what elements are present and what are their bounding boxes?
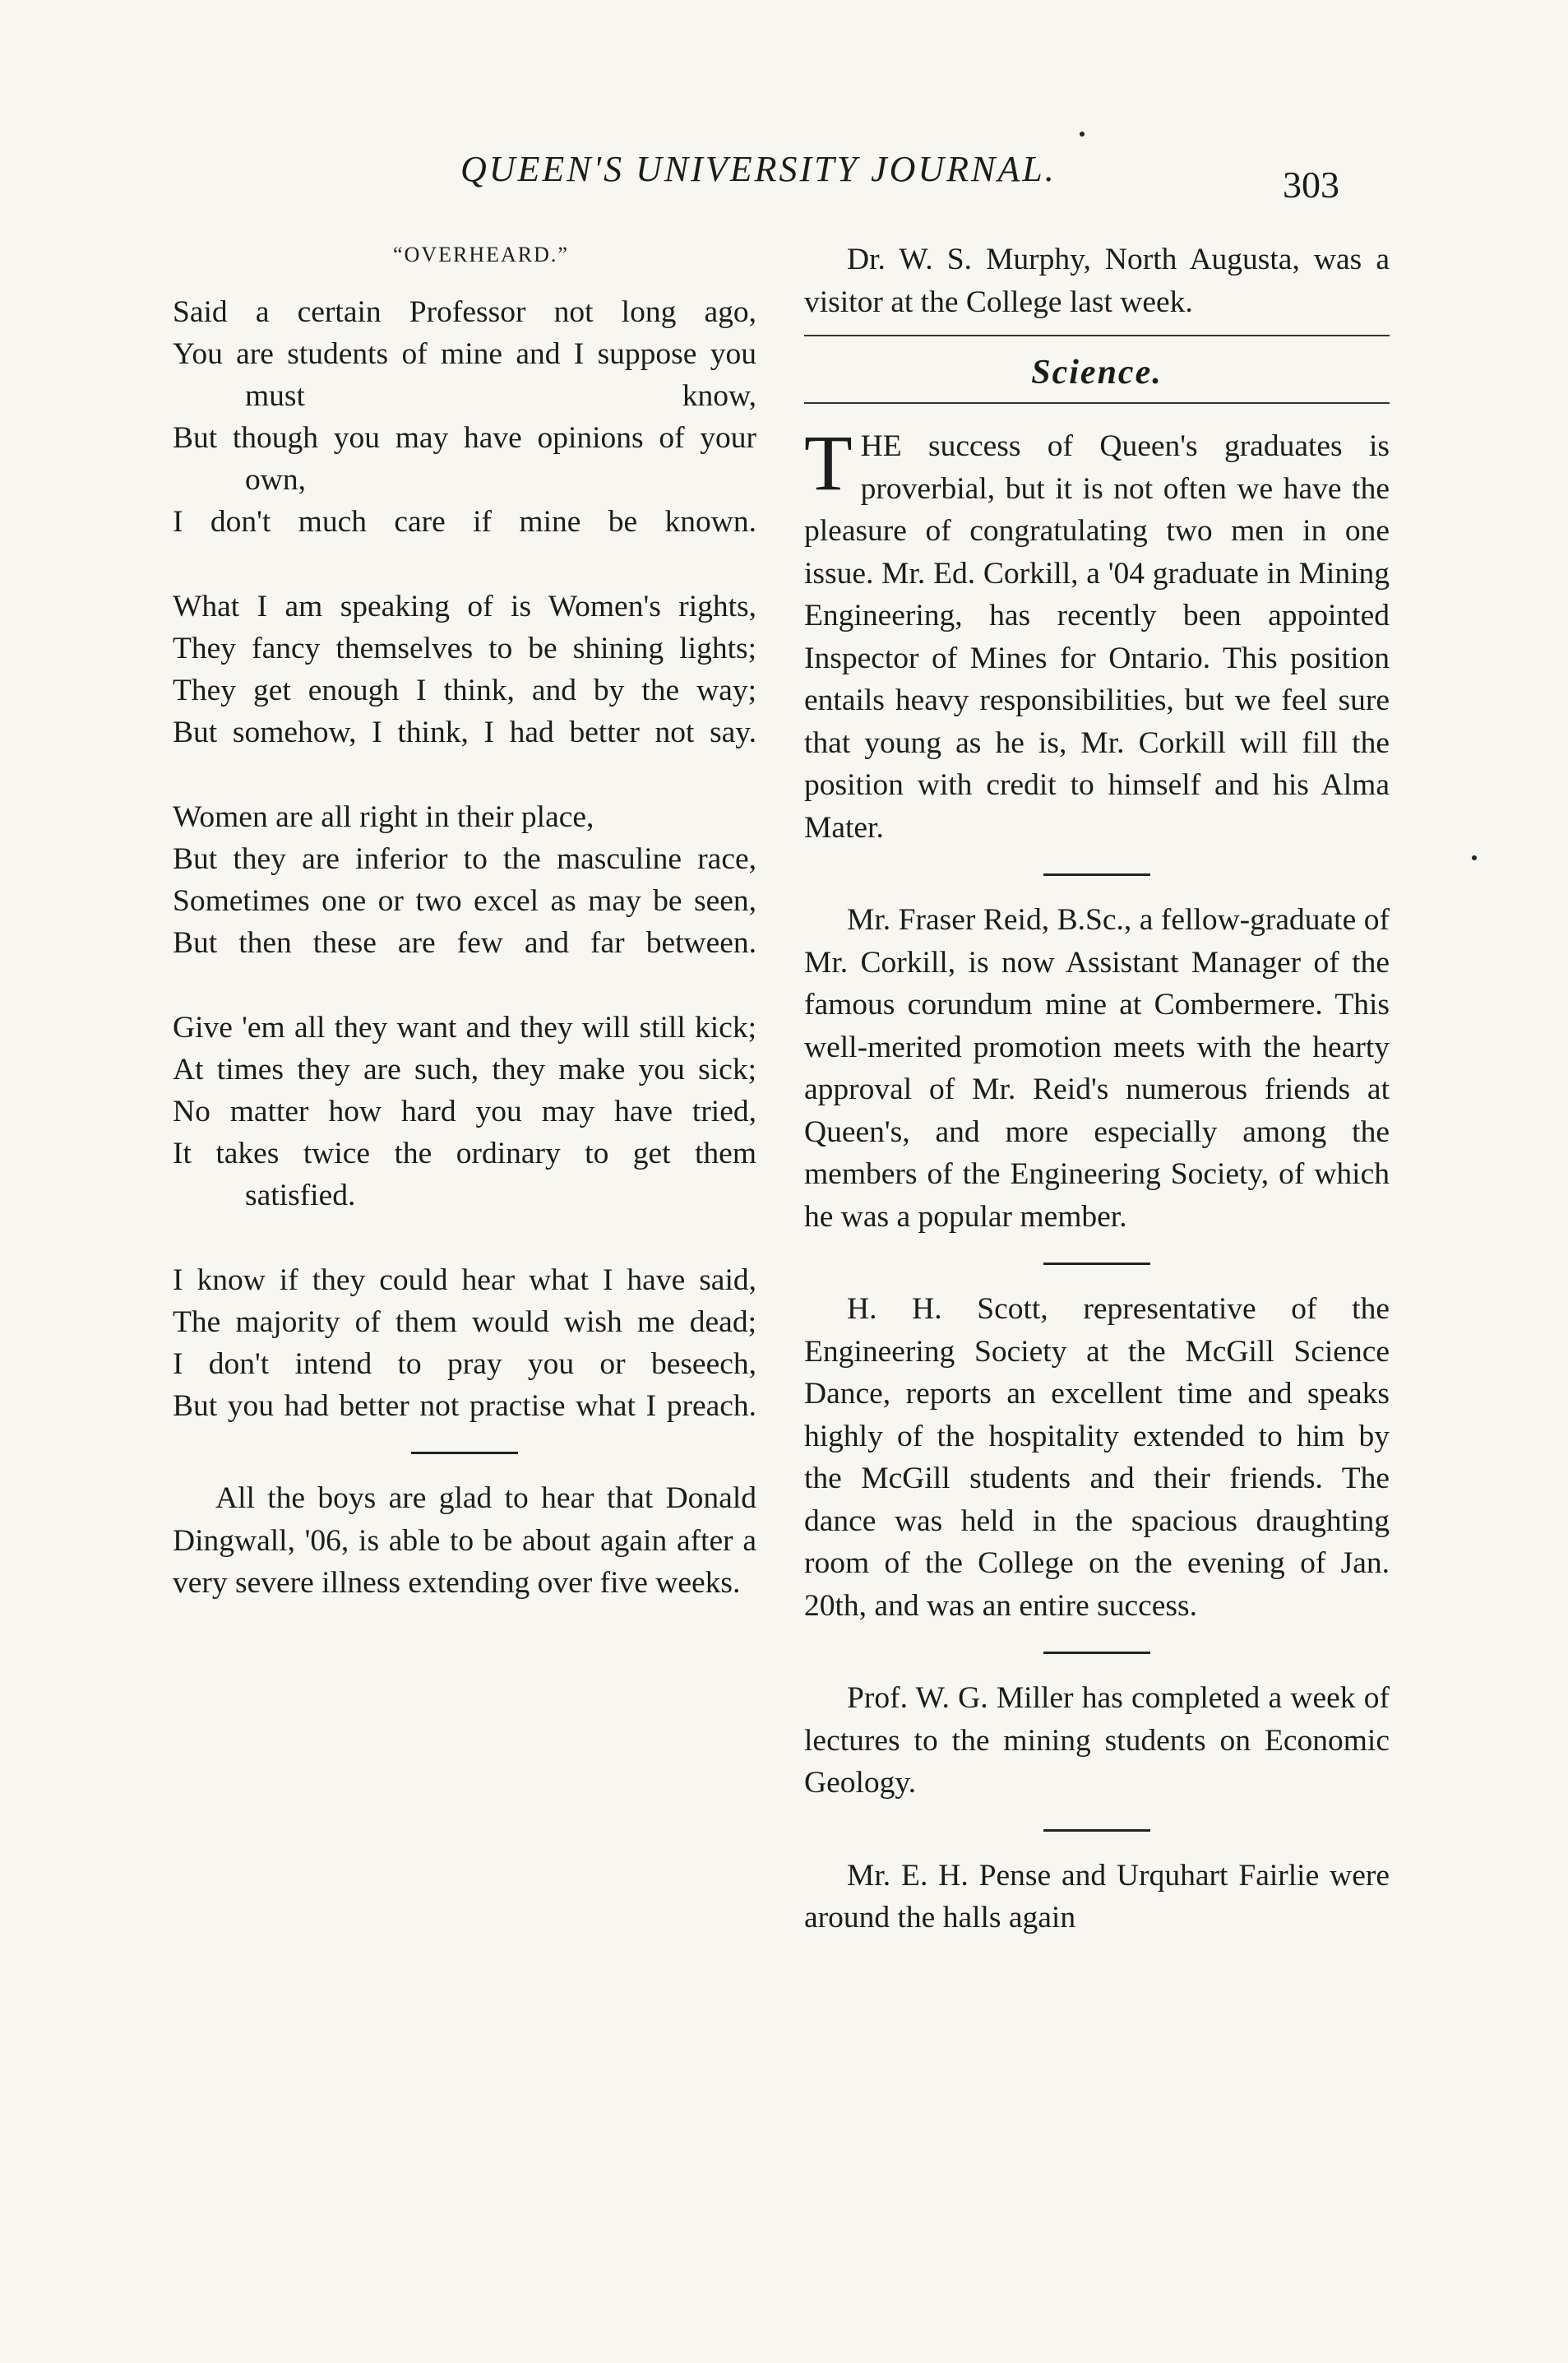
verse-line: No matter how hard you may have tried, [173, 1095, 756, 1128]
news-item: Mr. E. H. Pense and Urquhart Fairlie were around the halls again [804, 1858, 1390, 1934]
page-number: 303 [1283, 164, 1339, 206]
verse-line: The majority of them would wish me dead; [173, 1305, 756, 1339]
section-heading: Science. [1031, 354, 1163, 392]
verse-line: Women are all right in their place, [173, 800, 594, 834]
news-item [804, 419, 1390, 849]
stanza [173, 586, 756, 753]
section-divider [1043, 873, 1150, 876]
verse-line: But then these are few and far between. [173, 926, 756, 960]
news-item: All the boys are glad to hear that Donald Dingwall, '06, is able to be about again after a very severe illness extending over five weeks. [173, 1481, 756, 1600]
stanza [173, 796, 756, 964]
verse-line: Sometimes one or two excel as may be seen, [173, 884, 756, 918]
section-divider [411, 1452, 518, 1454]
verse-line: At times they are such, they make you sick; [173, 1053, 756, 1087]
section-divider [1043, 1652, 1150, 1654]
section-divider [1043, 1829, 1150, 1832]
stanza [173, 291, 756, 543]
running-title: QUEEN'S UNIVERSITY JOURNAL. [460, 149, 1057, 189]
news-item-text: HE success of Queen's graduates is proverbial, but it is not often we have the pleasure of congratulating two men in one issue. Mr. Ed. Corkill, a '04 graduate in Mining Engineering, has recently been appointed Inspector of Mines for Ontario. This position entails heavy responsibilities, but we feel sure that young as he is, Mr. Corkill will fill the position with credit to himself and his Alma Mater. [804, 429, 1390, 845]
verse-line: Give 'em all they want and they will still kick; [173, 1011, 756, 1045]
verse-line: But somehow, I think, I had better not say. [173, 716, 756, 749]
stanza [173, 1259, 756, 1427]
news-item: Dr. W. S. Murphy, North Augusta, was a visitor at the College last week. [804, 243, 1390, 319]
section-divider [1043, 1263, 1150, 1265]
verse-line: You are students of mine and I suppose you must know, [173, 337, 756, 413]
right-column [804, 239, 1390, 1939]
print-speck [1080, 132, 1085, 137]
section-rule-bottom [804, 402, 1390, 404]
stanza [173, 1007, 756, 1216]
verse-line: They get enough I think, and by the way; [173, 674, 756, 707]
print-speck [1472, 855, 1477, 860]
verse-line: I don't intend to pray you or beseech, [173, 1347, 756, 1381]
news-item: H. H. Scott, representative of the Engineering Society at the McGill Science Dance, reports an excellent time and speaks highly of the hospitality extended to him by the McGill students and their friends. The dance was held in the spacious draughting room of the College on the evening of Jan. 20th, and was an entire success. [804, 1292, 1390, 1623]
verse-line: I don't much care if mine be known. [173, 505, 756, 539]
verse-line: What I am speaking of is Women's rights, [173, 590, 756, 623]
verse-line: It takes twice the ordinary to get them satisfied. [173, 1137, 756, 1212]
verse-line: But you had better not practise what I preach. [173, 1389, 756, 1423]
news-item: Mr. Fraser Reid, B.Sc., a fellow-graduate of Mr. Corkill, is now Assistant Manager of the famous corundum mine at Combermere. This well-merited promotion meets with the hearty approval of Mr. Reid's numerous friends at Queen's, and more especially among the members of the Engineering Society, of which he was a popular member. [804, 903, 1390, 1234]
verse-line: Said a certain Professor not long ago, [173, 295, 756, 329]
verse-line: I know if they could hear what I have said, [173, 1263, 756, 1297]
left-column [173, 239, 756, 1605]
poem-title: “OVERHEARD.” [393, 243, 569, 266]
page-header [0, 148, 1568, 214]
verse-line: But though you may have opinions of your own, [173, 421, 756, 497]
verse-line: They fancy themselves to be shining lights; [173, 632, 756, 665]
section-rule-top [804, 335, 1390, 336]
drop-cap: T [804, 419, 853, 507]
news-item: Prof. W. G. Miller has completed a week of lectures to the mining students on Economic Geology. [804, 1681, 1390, 1800]
verse-line: But they are inferior to the masculine race, [173, 842, 756, 876]
